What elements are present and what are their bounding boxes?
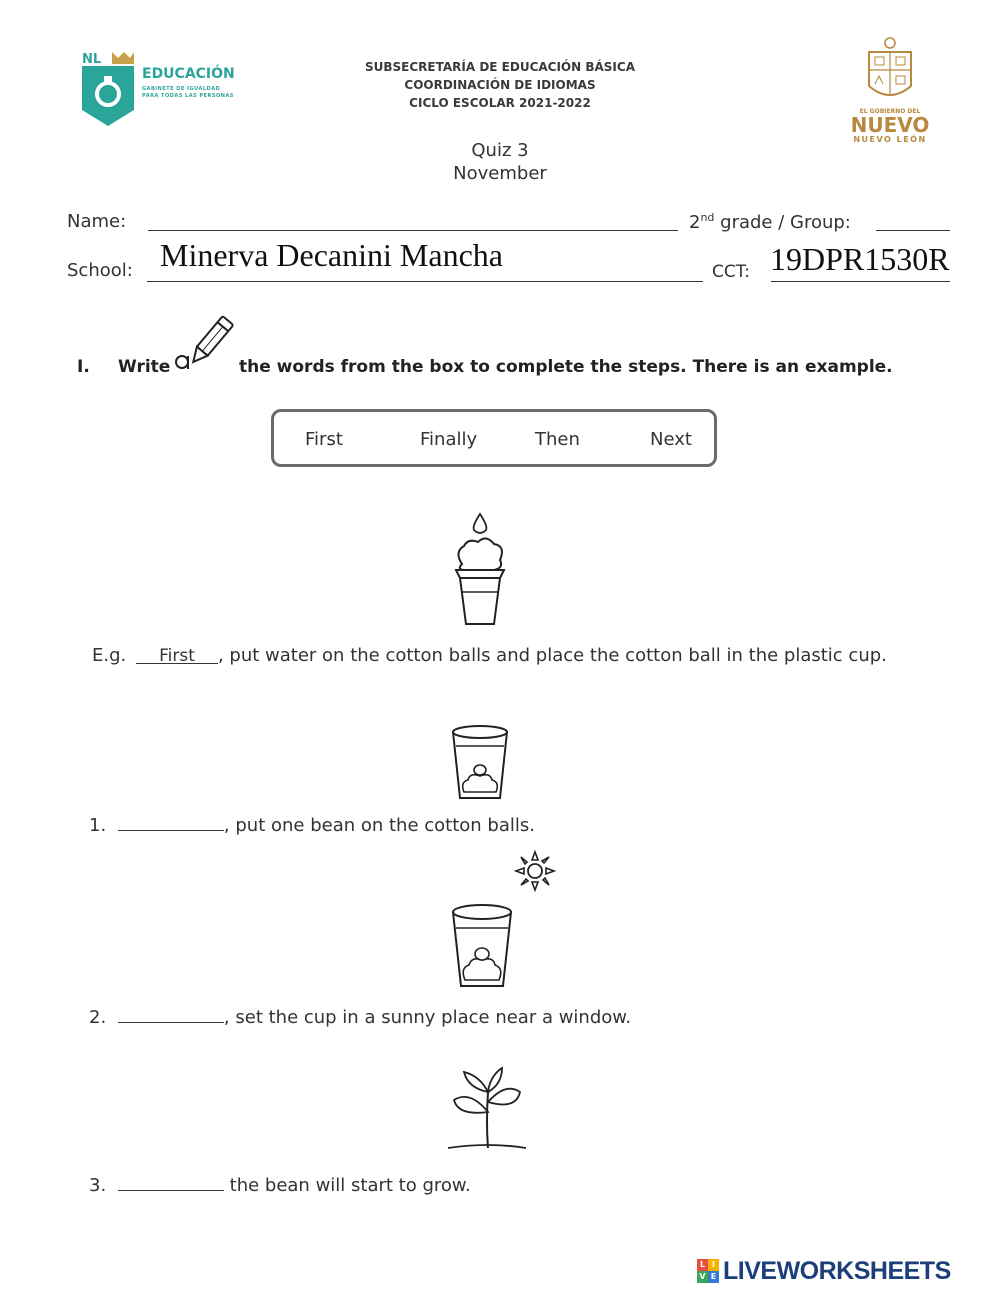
- name-input[interactable]: [148, 230, 678, 231]
- step-3-answer-input[interactable]: [118, 1172, 224, 1191]
- step-3: [89, 1172, 471, 1196]
- step-1-answer-input[interactable]: [118, 812, 224, 831]
- sprout-icon: [444, 1062, 528, 1154]
- brand-nl: NL: [82, 52, 102, 67]
- example-text: , put water on the cotton balls and place the cotton ball in the plastic cup.: [217, 645, 887, 666]
- step-2-answer-input[interactable]: [118, 1004, 224, 1023]
- group-input[interactable]: [876, 230, 950, 231]
- cup-bean-sunny-icon: [448, 902, 516, 992]
- logo-bottom-text: NUEVO LEÓN: [853, 135, 927, 144]
- education-logo: [80, 52, 250, 128]
- step-3-number: 3.: [89, 1175, 107, 1196]
- logo-subtitle-2: PARA TODAS LAS PERSONAS: [142, 93, 234, 99]
- badge-e: E: [708, 1271, 719, 1283]
- step-1-text: , put one bean on the cotton balls.: [223, 815, 535, 836]
- word-finally[interactable]: Finally: [420, 429, 478, 450]
- instruction-number: I.: [77, 357, 90, 377]
- nuevo-leon-logo: [840, 36, 940, 146]
- name-label: Name:: [67, 211, 127, 232]
- instruction-write: Write: [118, 357, 171, 377]
- live-badge: [697, 1259, 719, 1283]
- logo-main-text: NUEVO: [850, 113, 930, 137]
- coat-of-arms-icon: [863, 36, 917, 106]
- sun-icon: [512, 848, 558, 894]
- cup-bean-icon: [448, 722, 512, 804]
- school-value: Minerva Decanini Mancha: [160, 237, 503, 273]
- word-next[interactable]: Next: [650, 429, 692, 450]
- word-then[interactable]: Then: [535, 429, 580, 450]
- header-line-2: COORDINACIÓN DE IDIOMAS: [404, 78, 596, 92]
- example-line: [92, 645, 887, 666]
- school-label: School:: [67, 260, 133, 281]
- badge-v: V: [697, 1271, 708, 1283]
- step-2-number: 2.: [89, 1007, 107, 1028]
- example-answer: [136, 645, 218, 664]
- step-2-text: , set the cup in a sunny place near a window.: [223, 1007, 632, 1028]
- quiz-month: November: [453, 163, 547, 184]
- word-bank: [271, 409, 717, 467]
- step-1: [89, 812, 535, 836]
- pencil-icon: [170, 312, 234, 374]
- badge-l: L: [697, 1259, 708, 1271]
- word-first[interactable]: First: [305, 429, 343, 450]
- logo-title: EDUCACIÓN: [142, 66, 235, 82]
- cct-label: CCT:: [712, 262, 750, 282]
- cup-cotton-water-icon: [448, 512, 512, 632]
- instruction-text: the words from the box to complete the steps. There is an example.: [239, 357, 893, 377]
- logo-top-text: EL GOBIERNO DEL: [859, 108, 921, 115]
- badge-i: I: [708, 1259, 719, 1271]
- grade-text: grade / Group:: [714, 212, 851, 233]
- grade-suffix: nd: [700, 211, 715, 224]
- school-input[interactable]: [147, 281, 703, 282]
- grade-label: [689, 211, 851, 233]
- step-2: [89, 1004, 631, 1028]
- logo-subtitle-1: GABINETE DE IGUALDAD: [142, 86, 221, 92]
- step-3-text: the bean will start to grow.: [223, 1175, 471, 1196]
- grade-number: 2: [689, 212, 701, 233]
- header-line-3: CICLO ESCOLAR 2021-2022: [409, 96, 591, 110]
- example-answer-text: First: [159, 646, 195, 666]
- example-prefix: E.g.: [92, 645, 127, 666]
- header-line-1: SUBSECRETARÍA DE EDUCACIÓN BÁSICA: [365, 60, 635, 74]
- cct-input[interactable]: [771, 281, 950, 282]
- quiz-title: Quiz 3: [471, 140, 529, 161]
- brand-text: LIVEWORKSHEETS: [723, 1257, 951, 1285]
- step-1-number: 1.: [89, 815, 107, 836]
- cct-value: 19DPR1530R: [770, 241, 950, 277]
